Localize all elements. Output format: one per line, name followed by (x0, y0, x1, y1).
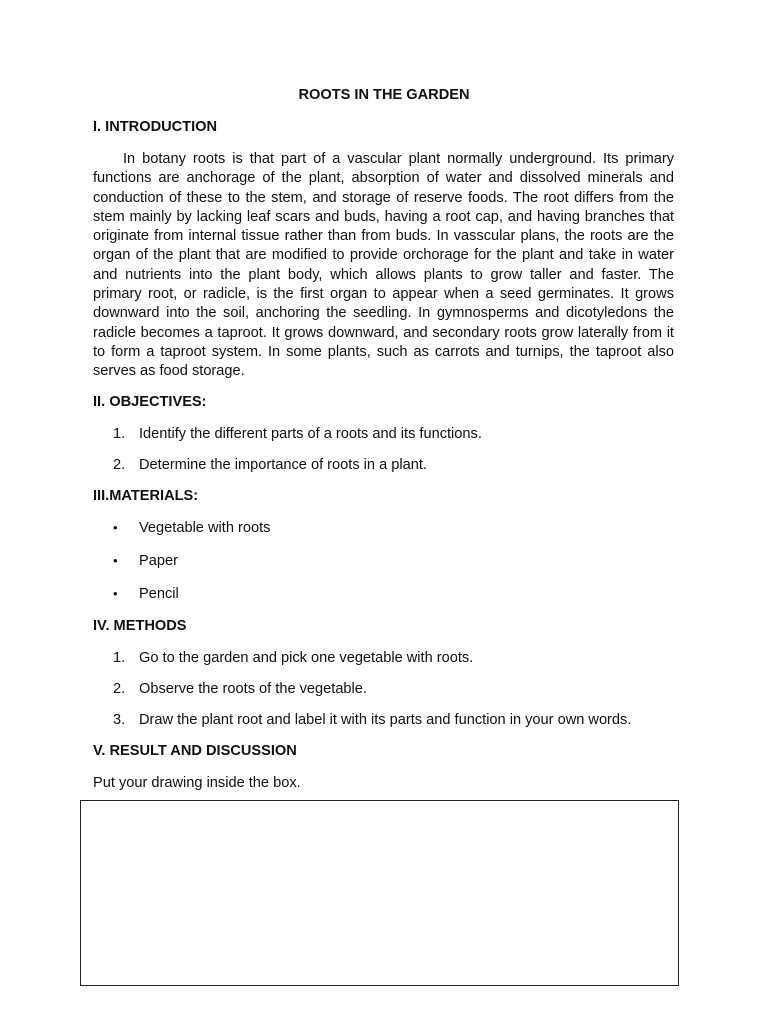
list-number: 2. (113, 681, 126, 697)
material-text: Vegetable with roots (139, 520, 271, 536)
objectives-heading: II. OBJECTIVES: (93, 394, 207, 410)
bullet-icon: • (113, 586, 118, 601)
bullet-icon: • (113, 520, 118, 535)
method-text: Observe the roots of the vegetable. (139, 681, 367, 697)
list-number: 3. (113, 712, 126, 728)
material-text: Pencil (139, 586, 179, 602)
introduction-heading: I. INTRODUCTION (93, 119, 218, 135)
method-item (113, 681, 367, 697)
drawing-instruction: Put your drawing inside the box. (93, 775, 301, 791)
materials-heading: III.MATERIALS: (93, 488, 199, 504)
document-title: ROOTS IN THE GARDEN (298, 87, 470, 103)
result-heading: V. RESULT AND DISCUSSION (93, 743, 297, 759)
objective-item (113, 457, 427, 473)
drawing-box (80, 800, 679, 986)
material-item (113, 520, 270, 536)
material-text: Paper (139, 553, 178, 569)
method-item (113, 650, 473, 666)
method-text: Draw the plant root and label it with its parts and function in your own words. (139, 712, 632, 728)
method-item (113, 712, 631, 728)
objective-item (113, 426, 482, 442)
material-item (113, 553, 178, 569)
material-item (113, 586, 179, 602)
methods-heading: IV. METHODS (93, 618, 187, 634)
list-number: 1. (113, 650, 126, 666)
objective-text: Determine the importance of roots in a plant. (139, 457, 427, 473)
list-number: 2. (113, 457, 126, 473)
list-number: 1. (113, 426, 126, 442)
introduction-paragraph: In botany roots is that part of a vascular plant normally underground. Its primary functions are anchorage of the plant, absorption of water and dissolved minerals and conduction of these to the stem, and storage of reserve foods. The root differs from the stem mainly by lacking leaf scars and buds, having a root cap, and having branches that originate from internal tissue rather than from buds. In vasscular plans, the roots are the organ of the plant that are modified to provide orchorage for the plant and take in water and nutrients into the plant body, which allows plants to grow taller and faster. The primary root, or radicle, is the first organ to appear when a seed germinates. It grows downward into the soil, anchoring the seedling. In gymnosperms and dicotyledons the radicle becomes a taproot. It grows downward, and secondary roots grow laterally from it to form a taproot system. In some plants, such as carrots and turnips, the taproot also serves as food storage. (93, 151, 674, 380)
objective-text: Identify the different parts of a roots and its functions. (139, 426, 482, 442)
bullet-icon: • (113, 553, 118, 568)
method-text: Go to the garden and pick one vegetable with roots. (139, 650, 474, 666)
